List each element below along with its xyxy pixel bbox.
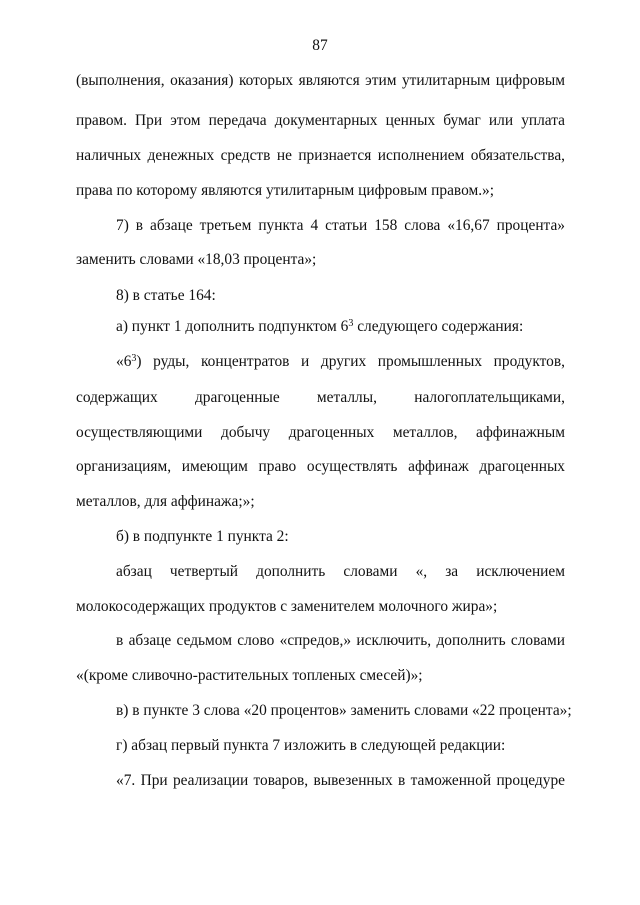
text-line: правом. При этом передача документарных ценных бумаг или уплата	[76, 112, 565, 129]
text-line: содержащих драгоценные металлы, налогоплательщиками,	[76, 389, 565, 406]
text-fragment: «6	[116, 353, 132, 370]
text-line	[76, 353, 565, 371]
text-line: абзац четвертый дополнить словами «, за исключением	[116, 563, 565, 580]
text-line: заменить словами «18,03 процента»;	[76, 251, 317, 268]
text-line: металлов, для аффинажа;»;	[76, 493, 255, 510]
text-fragment: следующего содержания:	[353, 318, 524, 335]
text-line: в) в пункте 3 слова «20 процентов» заменить словами «22 процента»;	[116, 702, 572, 719]
text-line: г) абзац первый пункта 7 изложить в следующей редакции:	[116, 737, 506, 754]
text-fragment: а) пункт 1 дополнить подпунктом 6	[116, 318, 349, 335]
text-line: молокосодержащих продуктов с заменителем молочного жира»;	[76, 598, 498, 615]
text-line: осуществляющими добычу драгоценных металлов, аффинажным	[76, 424, 565, 441]
text-line: б) в подпункте 1 пункта 2:	[116, 528, 289, 545]
superscript: 3	[131, 353, 137, 364]
text-line: «(кроме сливочно-растительных топленых смесей)»;	[76, 667, 423, 684]
text-line: (выполнения, оказания) которых являются этим утилитарным цифровым	[76, 72, 565, 89]
text-line	[76, 318, 565, 336]
text-line: наличных денежных средств не признается исполнением обязательства,	[76, 147, 565, 164]
text-line: в абзаце седьмом слово «спредов,» исключить, дополнить словами	[116, 632, 565, 649]
text-fragment: ) руды, концентратов и других промышленных продуктов,	[136, 353, 565, 370]
text-line: организациям, имеющим право осуществлять аффинаж драгоценных	[76, 458, 565, 475]
text-line: «7. При реализации товаров, вывезенных в таможенной процедуре	[116, 772, 565, 789]
text-line: 7) в абзаце третьем пункта 4 статьи 158 слова «16,67 процента»	[116, 217, 565, 234]
text-line: права по которому являются утилитарным цифровым правом.»;	[76, 182, 495, 199]
text-line: 8) в статье 164:	[116, 287, 216, 304]
page-number: 87	[312, 37, 328, 54]
superscript: 3	[348, 318, 354, 329]
